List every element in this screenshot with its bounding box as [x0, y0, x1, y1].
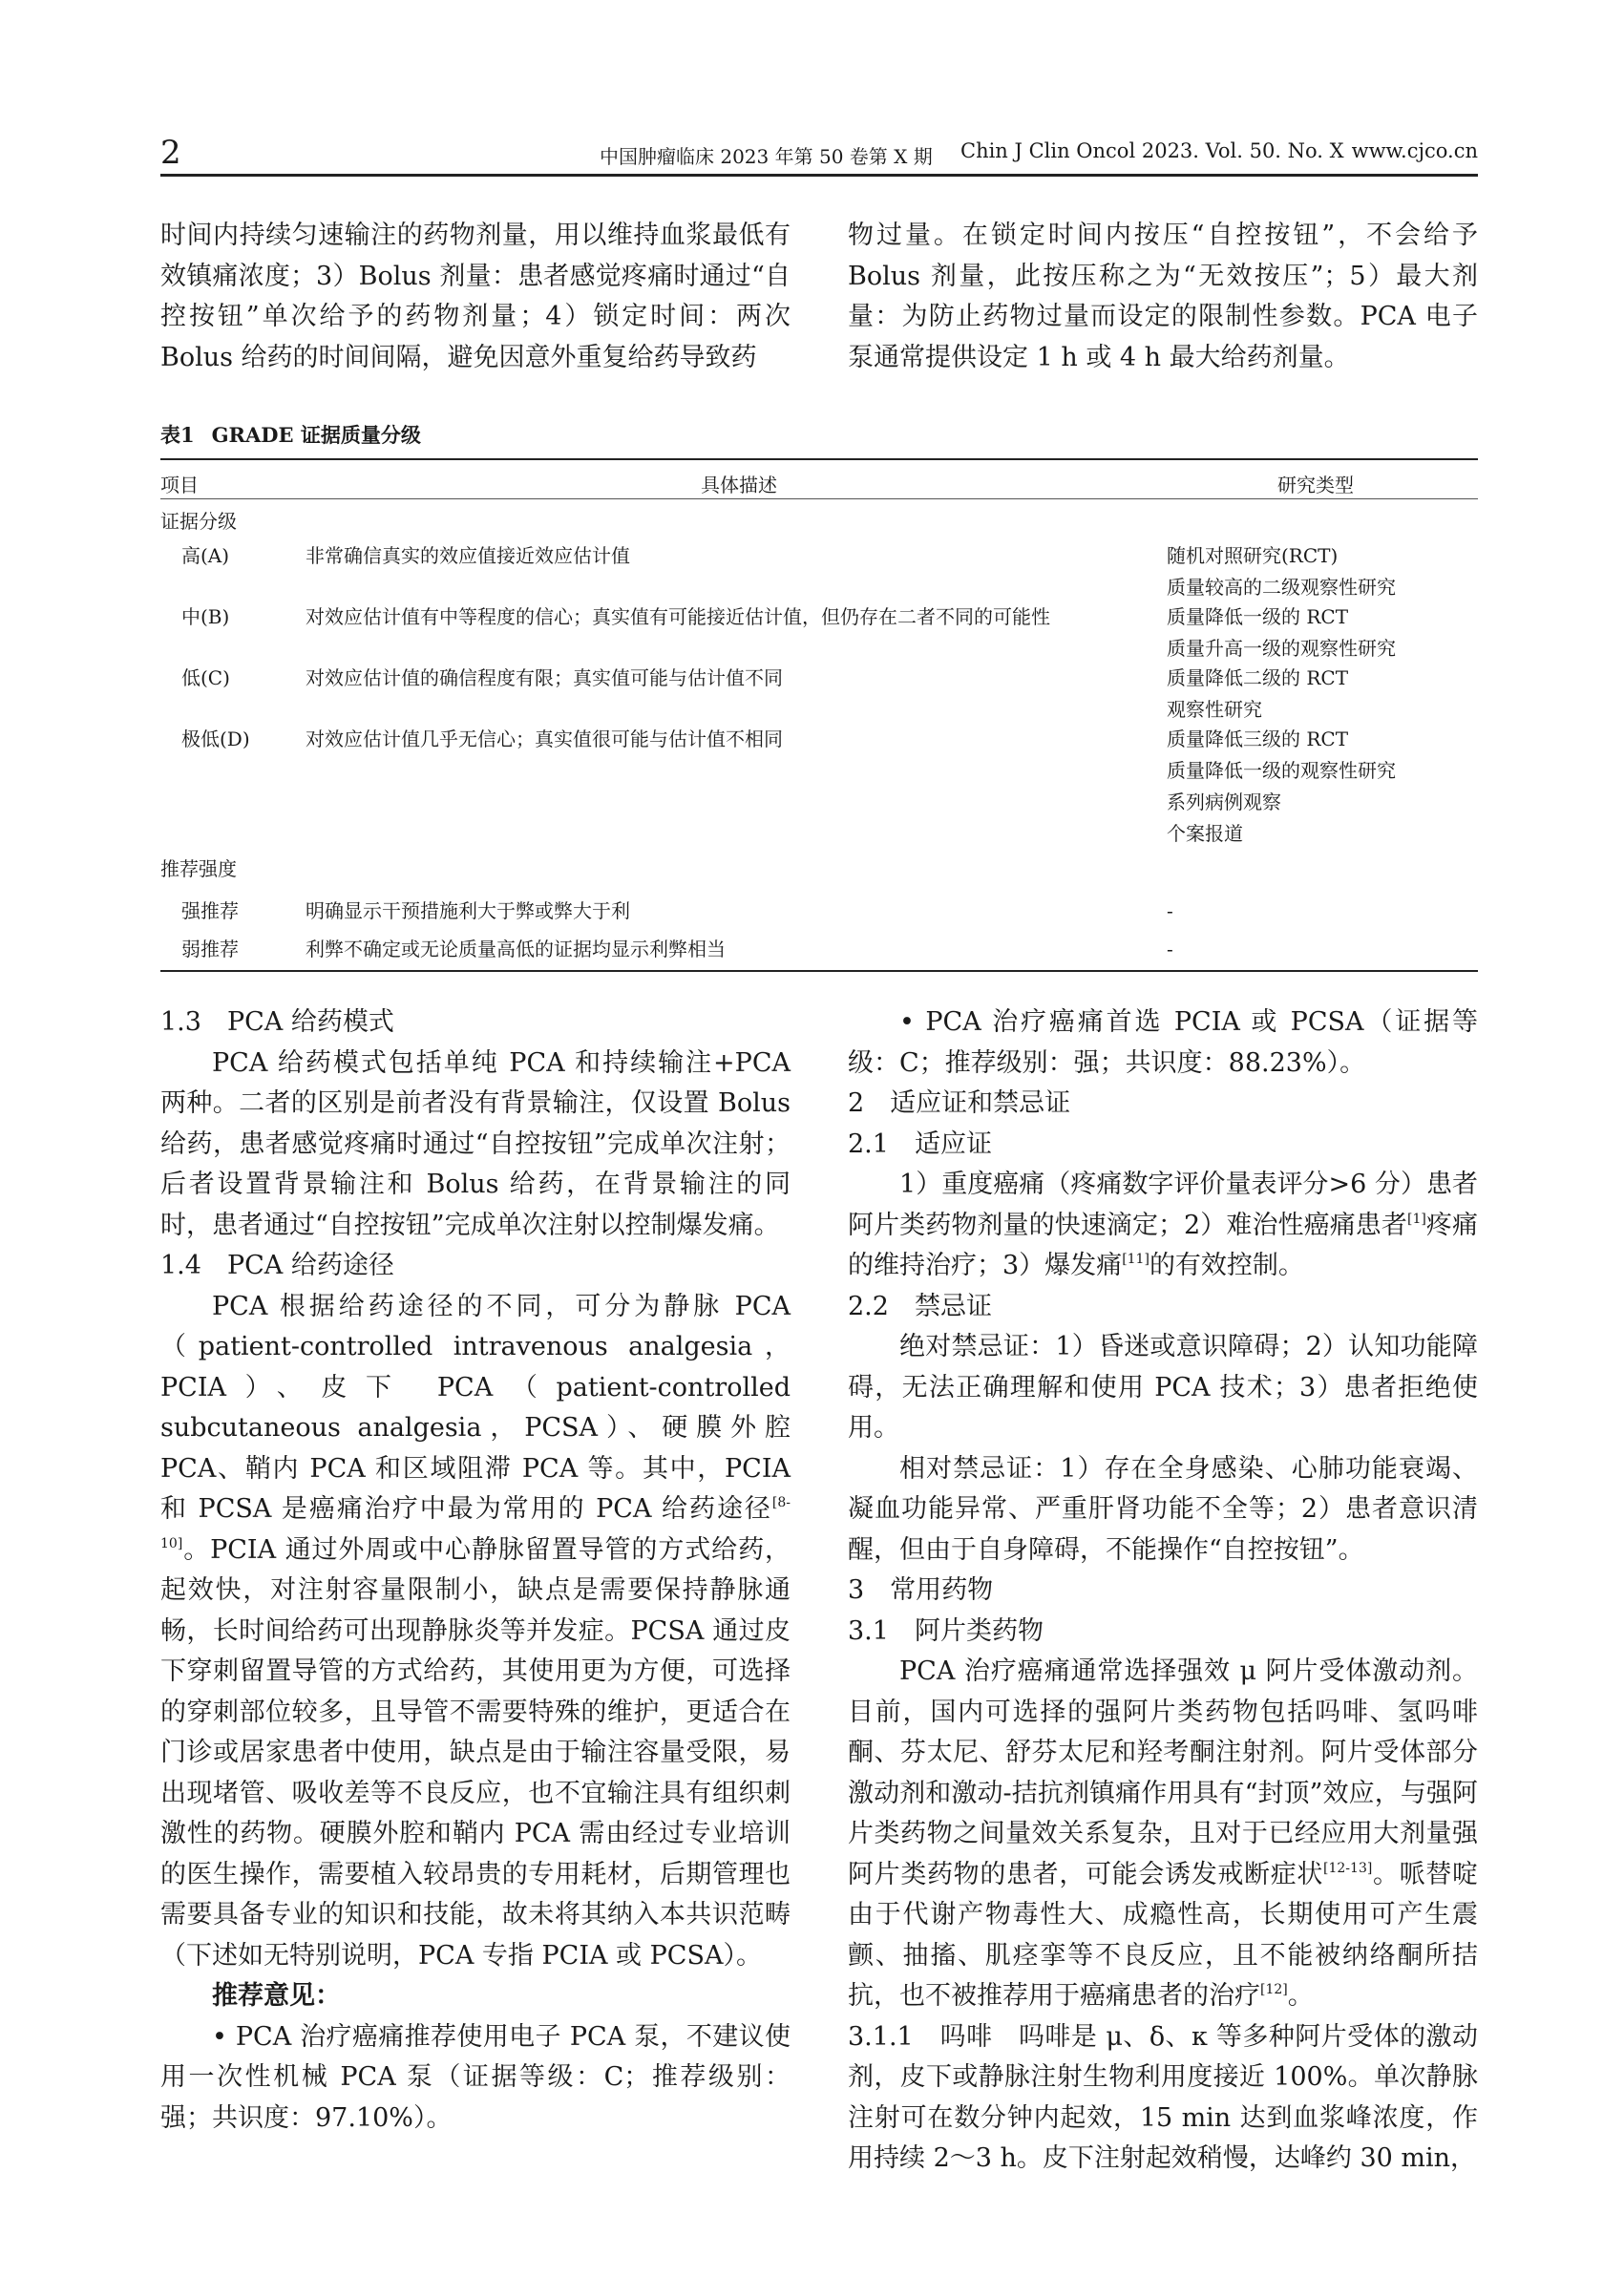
study-type: 质量降低一级的 RCT [1167, 605, 1349, 628]
paragraph-1-3: PCA 给药模式包括单纯 PCA 和持续输注+PCA 两种。二者的区别是前者没有背景输注，仅设置 Bolus 给药，患者感觉疼痛时通过“自控按钮”完成单次注射；后者设置背景输注和 Bolus 给药，在背景输注的同时，患者通过“自控按钮”完成单次注射以控制爆发痛。 [160, 1047, 791, 1240]
table-caption [160, 420, 421, 449]
table-section-evidence: 证据分级 [160, 510, 237, 533]
page-number: 2 [160, 134, 181, 172]
section-heading-2: 2 适应证和禁忌证 [848, 1088, 1071, 1118]
table-title: GRADE 证据质量分级 [211, 423, 421, 447]
citation: [11] [1122, 1252, 1149, 1267]
study-type: 质量较高的二级观察性研究 [1167, 576, 1396, 599]
left-column [160, 1002, 791, 2139]
grade-level: 高(A) [181, 544, 230, 567]
study-type: 质量降低三级的 RCT [1167, 728, 1349, 750]
table-number: 表1 [160, 423, 195, 447]
section-heading-3: 3 常用药物 [848, 1575, 994, 1605]
top-left-paragraph [160, 216, 791, 378]
recommendation-item: • PCA 治疗癌痛推荐使用电子 PCA 泵，不建议使用一次性机械 PCA 泵（证据等级：C；推荐级别：强；共识度：97.10%）。 [160, 2021, 791, 2133]
header-rule [160, 174, 1478, 177]
grade-level: 极低(D) [181, 728, 250, 750]
paragraph-text: PCA 治疗癌痛通常选择强效 μ 阿片受体激动剂。目前，国内可选择的强阿片类药物包括吗啡、氢吗啡酮、芬太尼、舒芬太尼和羟考酮注射剂。阿片受体部分激动剂和激动-拮抗剂镇痛作用具有“封顶”效应，与强阿片类药物之间量效关系复杂，且对于已经应用大剂量强阿片类药物的患者，可能会诱发戒断症状 [848, 1656, 1478, 1889]
study-type: 质量降低一级的观察性研究 [1167, 759, 1396, 782]
study-type: 质量升高一级的观察性研究 [1167, 637, 1396, 660]
section-heading-1-3: 1.3 PCA 给药模式 [160, 1007, 394, 1037]
grade-description: 对效应估计值有中等程度的信心；真实值有可能接近估计值，但仍存在二者不同的可能性 [306, 605, 1050, 628]
grade-study-types [1167, 724, 1396, 850]
journal-website: www.cjco.cn [1351, 139, 1478, 162]
citation: [1] [1406, 1211, 1426, 1227]
study-type: 随机对照研究(RCT) [1167, 544, 1339, 567]
paragraph-3-1 [848, 1652, 1478, 2017]
paragraph-text: 疼痛的维持治疗；3）爆发痛 [848, 1210, 1478, 1280]
table-section-recommendation: 推荐强度 [160, 857, 237, 880]
section-heading-3-1: 3.1 阿片类药物 [848, 1615, 1044, 1646]
recommendation-description: 利弊不确定或无论质量高低的证据均显示利弊相当 [306, 938, 726, 960]
table-top-rule [160, 458, 1478, 460]
section-heading-2-1: 2.1 适应证 [848, 1128, 992, 1159]
study-type: 个案报道 [1167, 822, 1243, 845]
grade-level: 中(B) [181, 605, 230, 628]
grade-description: 对效应估计值的确信程度有限；真实值可能与估计值不同 [306, 666, 783, 689]
table-bottom-rule [160, 970, 1478, 972]
table-header-study-type: 研究类型 [1277, 474, 1354, 496]
paragraph-absolute-contraindications: 绝对禁忌证：1）昏迷或意识障碍；2）认知功能障碍，无法正确理解和使用 PCA 技术；3）患者拒绝使用。 [848, 1332, 1478, 1443]
grade-description: 对效应估计值几乎无信心；真实值很可能与估计值不相同 [306, 728, 783, 750]
table-header-description: 具体描述 [701, 474, 777, 496]
recommendation-level: 强推荐 [181, 899, 239, 922]
study-type: 质量降低二级的 RCT [1167, 666, 1349, 689]
recommendation-type: - [1167, 899, 1173, 922]
paragraph-text: 。哌替啶由于代谢产物毒性大、成瘾性高，长期使用可产生震颤、抽搐、肌痉挛等不良反应，且不能被纳络酮所拮抗，也不被推荐用于癌痛患者的治疗 [848, 1859, 1479, 2011]
paragraph-text: 1）重度癌痛（疼痛数字评价量表评分>6 分）患者阿片类药物剂量的快速滴定；2）难治性癌痛患者 [848, 1170, 1478, 1240]
citation: [8-10] [160, 1495, 791, 1551]
section-heading-1-4: 1.4 PCA 给药途径 [160, 1251, 394, 1280]
study-type: 观察性研究 [1167, 698, 1262, 721]
recommendation-item: • PCA 治疗癌痛首选 PCIA 或 PCSA（证据等级：C；推荐级别：强；共识度：88.23%）。 [848, 1007, 1478, 1078]
table-header-item: 项目 [160, 474, 199, 496]
grade-study-types [1167, 540, 1396, 603]
paragraph-3-1-1: 3.1.1 吗啡 吗啡是 μ、δ、κ 等多种阿片受体的激动剂，皮下或静脉注射生物利用度接近 100%。单次静脉注射可在数分钟内起效，15 min 达到血浆峰浓度，作用持续 2～3 h。皮下注射起效稍慢，达峰约 30 min， [848, 2021, 1478, 2173]
recommendation-type: - [1167, 938, 1173, 960]
paragraph-text: 。 [1287, 1981, 1314, 2011]
journal-title-cn: 中国肿瘤临床 2023 年第 50 卷第 X 期 [600, 145, 933, 168]
running-header [160, 132, 1478, 174]
section-heading-2-2: 2.2 禁忌证 [848, 1291, 992, 1321]
paragraph-text: 。PCIA 通过外周或中心静脉留置导管的方式给药，起效快，对注射容量限制小，缺点是需要保持静脉通畅，长时间给药可出现静脉炎等并发症。PCSA 通过皮下穿刺留置导管的方式给药，其使用更为方便，可选择的穿刺部位较多，且导管不需要特殊的维护，更适合在门诊或居家患者中使用，缺点是由于输注容量受限，易出现堵管、吸收差等不良反应，也不宜输注具有组织刺激性的药物。硬膜外腔和鞘内 PCA 需由经过专业培训的医生操作，需要植入较昂贵的专用耗材，后期管理也需要具备专业的知识和技能，故未将其纳入本共识范畴（下述如无特别说明，PCA 专指 PCIA 或 PCSA）。 [160, 1534, 791, 1971]
paragraph-relative-contraindications: 相对禁忌证：1）存在全身感染、心肺功能衰竭、凝血功能异常、严重肝肾功能不全等；2）患者意识清醒，但由于自身障碍，不能操作“自控按钮”。 [848, 1453, 1478, 1565]
top-right-paragraph [848, 216, 1478, 378]
paragraph-text: PCA 根据给药途径的不同，可分为静脉 PCA（patient-controlled intravenous analgesia，PCIA）、皮下 PCA（patient-controlled subcutaneous analgesia，PCSA）、硬膜外腔 PCA、鞘内 PCA 和区域阻滞 PCA 等。其中，PCIA 和 PCSA 是癌痛治疗中最为常用的 PCA 给药途径 [160, 1291, 791, 1524]
grade-study-types [1167, 601, 1396, 664]
paragraph-text: 物过量。在锁定时间内按压“自控按钮”，不会给予 Bolus 剂量，此按压称之为“无效按压”；5）最大剂量：为防止药物过量而设定的限制性参数。PCA 电子泵通常提供设定 1 h 或 4 h 最大给药剂量。 [848, 221, 1478, 372]
recommendation-level: 弱推荐 [181, 938, 239, 960]
grade-description: 非常确信真实的效应值接近效应估计值 [306, 544, 630, 567]
paragraph-text: 的有效控制。 [1149, 1251, 1304, 1280]
study-type: 系列病例观察 [1167, 791, 1281, 813]
journal-title-en: Chin J Clin Oncol 2023. Vol. 50. No. X [960, 139, 1344, 162]
grade-level: 低(C) [181, 666, 230, 689]
table-header-rule [160, 498, 1478, 499]
paragraph-1-4 [160, 1287, 791, 1977]
paragraph-text: 时间内持续匀速输注的药物剂量，用以维持血浆最低有效镇痛浓度；3）Bolus 剂量：患者感觉疼痛时通过“自控按钮”单次给予的药物剂量；4）锁定时间：两次 Bolus 给药的时间间隔，避免因意外重复给药导致药 [160, 221, 791, 372]
right-column [848, 1002, 1478, 2180]
grade-study-types [1167, 663, 1348, 726]
recommendation-heading: 推荐意见： [212, 1981, 341, 2011]
paragraph-2-1 [848, 1165, 1478, 1287]
citation: [12-13] [1323, 1860, 1373, 1876]
recommendation-description: 明确显示干预措施利大于弊或弊大于利 [306, 899, 630, 922]
citation: [12] [1260, 1982, 1288, 1997]
